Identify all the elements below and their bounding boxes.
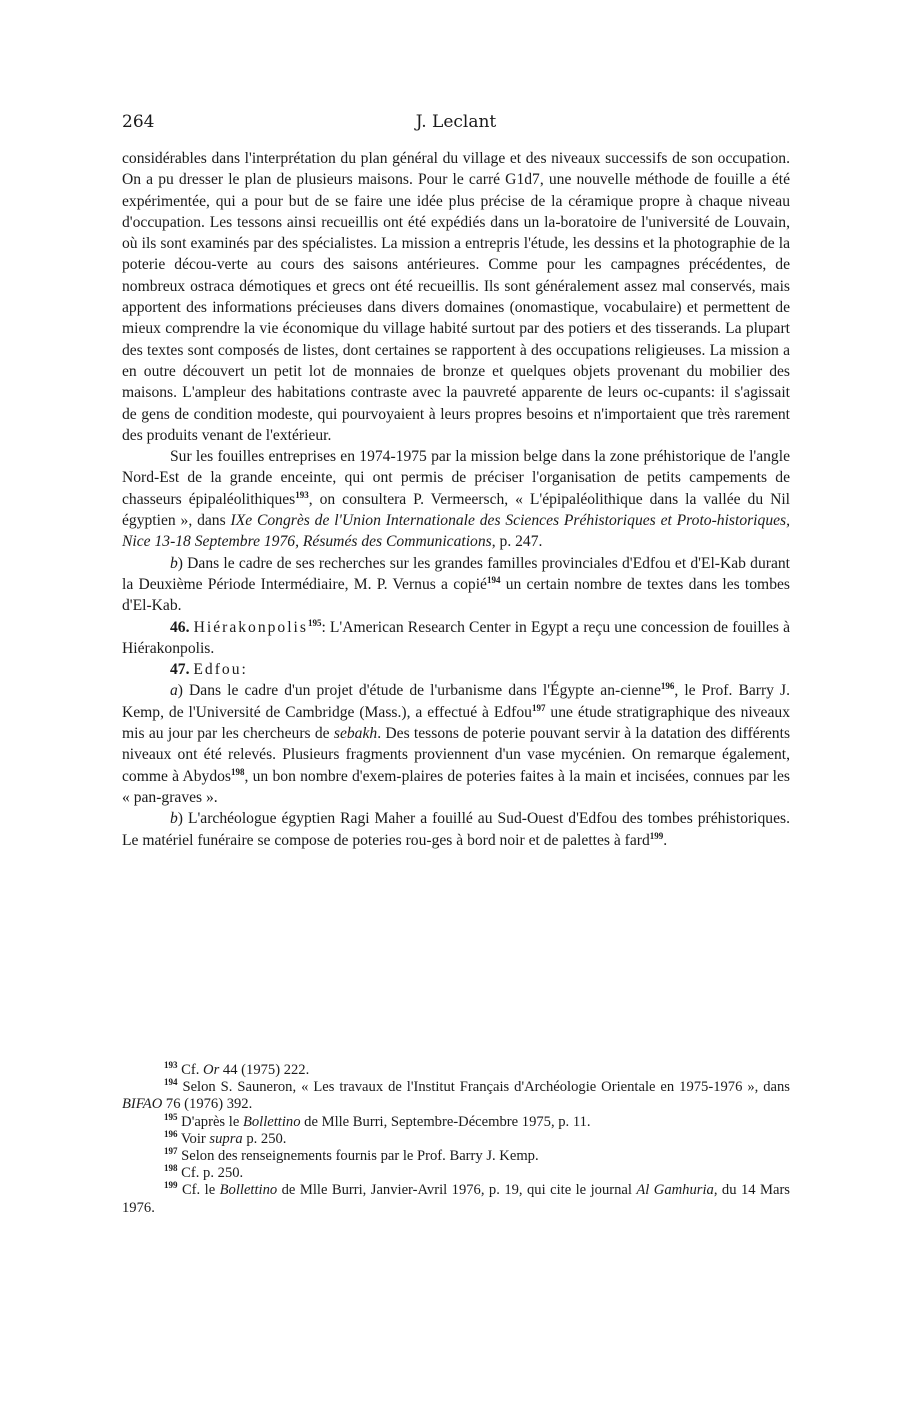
footnotes	[122, 1062, 790, 1217]
footnote-ref[interactable]: 198	[230, 766, 245, 777]
italic-title: IXe Congrès de l'Union Internationale des Sciences Préhistoriques et Proto-historiques, Nice 13-18 Septembre 1976, Résumés des Communications	[122, 512, 790, 551]
section-heading: 47. Edfou:	[170, 661, 246, 679]
paragraph: a) Dans le cadre d'un projet d'étude de l'urbanisme dans l'Égypte an-cienne$^{196}$, le Prof. Barry J. Kemp, de l'Université de Cambridge (Mass.), a effectué à Edfou$^{197}$ une étude stratigraphique des niveaux mis au jour par les chercheurs de sebakh. Des tessons de poterie pouvant servir à la datation des différents niveaux ont été relevés. Plusieurs fragments proviennent d'un vase mycénien. On remarque également, comme à Abydos$^{198}$, un bon nombre d'exem-plaires de poteries faites à la main et incisées, connues par les « pan-graves ».	[122, 681, 791, 806]
footnote: $^{194}$ Selon S. Sauneron, « Les travaux de l'Institut Français d'Archéologie Orientale en 1975-1976 », dans BIFAO 76 (1976) 392.	[122, 1077, 790, 1113]
footnote-ref[interactable]: 194	[486, 574, 501, 585]
main-text	[122, 148, 790, 851]
running-head: J. Leclant	[415, 112, 497, 132]
footnote-ref[interactable]: 196	[660, 681, 675, 692]
page-header	[122, 112, 790, 138]
footnote: $^{193}$ Cf. Or 44 (1975) 222.	[164, 1060, 310, 1078]
footnote: $^{199}$ Cf. le Bollettino de Mlle Burri, Janvier-Avril 1976, p. 19, qui cite le journal Al Gamhuria, du 14 Mars 1976.	[122, 1180, 790, 1216]
footnote-ref[interactable]: 193	[295, 489, 309, 500]
footnote: $^{196}$ Voir supra p. 250.	[164, 1128, 287, 1147]
site-name: Hiérakonpolis	[193, 618, 308, 636]
footnote: $^{195}$ D'après le Bollettino de Mlle Burri, Septembre-Décembre 1975, p. 11.	[164, 1111, 591, 1130]
section-heading: 46. Hiérakonpolis$^{195}$: L'American Research Center in Egypt a reçu une concession de fouilles à Hiérakonpolis.	[122, 617, 790, 657]
paragraph: b) L'archéologue égyptien Ragi Maher a fouillé au Sud-Ouest d'Edfou des tombes préhistoriques. Le matériel funéraire se compose de poteries rou-ges à bord noir et de palettes à fard$^{199}$.	[122, 810, 790, 849]
paragraph: considérables dans l'interprétation du plan général du village et des niveaux successifs de son occupation. On a pu dresser le plan de plusieurs maisons. Pour le carré G1d7, une nouvelle méthode de fouille a été expérimentée, qui a pour but de se faire une idée plus précise de la céramique propre à chaque niveau d'occupation. Les tessons ainsi recueillis ont été expédiés dans un la-boratoire de l'université de Louvain, où ils sont examinés par des spécialistes. La mission a entrepris l'étude, les dessins et la photographie de la poterie décou-verte au cours des saisons antérieures. Comme pour les campagnes précédentes, de nombreux ostraca démotiques et grecs ont été recueillis. Ils sont généralement assez mal conservés, mais apportent des informations précieuses dans divers domaines (onomastique, vocabulaire) et permettent de mieux comprendre la vie économique du village habité surtout par des potiers et des tisserands. La plupart des textes sont composés de listes, dont certaines se rapportent à des occupations religieuses. La mission a en outre découvert un petit lot de monnaies de bronze et quelques objets provenant du mobilier des maisons. L'ampleur des habitations contraste avec la pauvreté apparente de leurs oc-cupants: il s'agissait de gens de condition modeste, qui pourvoyaient à leurs propres besoins et n'importaient que très rarement des produits venant de l'extérieur.	[122, 150, 790, 444]
footnote-ref[interactable]: 197	[531, 702, 546, 713]
footnote: $^{198}$ Cf. p. 250.	[164, 1163, 244, 1182]
paragraph: Sur les fouilles entreprises en 1974-1975 par la mission belge dans la zone préhistorique de l'angle Nord-Est de la grande enceinte, qui ont permis de préciser l'organisation de petits campements de chasseurs épipaléolithiques$^{193}$, on consultera P. Vermeersch, « L'épipaléolithique dans la vallée du Nil égyptien », dans IXe Congrès de l'Union Internationale des Sciences Préhistoriques et Proto-historiques, Nice 13-18 Septembre 1976, Résumés des Communications, p. 247.	[122, 448, 791, 551]
footnote: $^{197}$ Selon des renseignements fournis par le Prof. Barry J. Kemp.	[164, 1146, 539, 1165]
site-name: Edfou	[193, 661, 242, 679]
footnote-ref[interactable]: 199	[649, 830, 664, 841]
footnote-ref[interactable]: 195	[307, 617, 322, 628]
paragraph: b) Dans le cadre de ses recherches sur les grandes familles provinciales d'Edfou et d'El-Kab durant la Deuxième Période Intermédiaire, M. P. Vernus a copié$^{194}$ un certain nombre de textes dans les tombes d'El-Kab.	[122, 554, 790, 615]
page-number: 264	[122, 112, 155, 132]
